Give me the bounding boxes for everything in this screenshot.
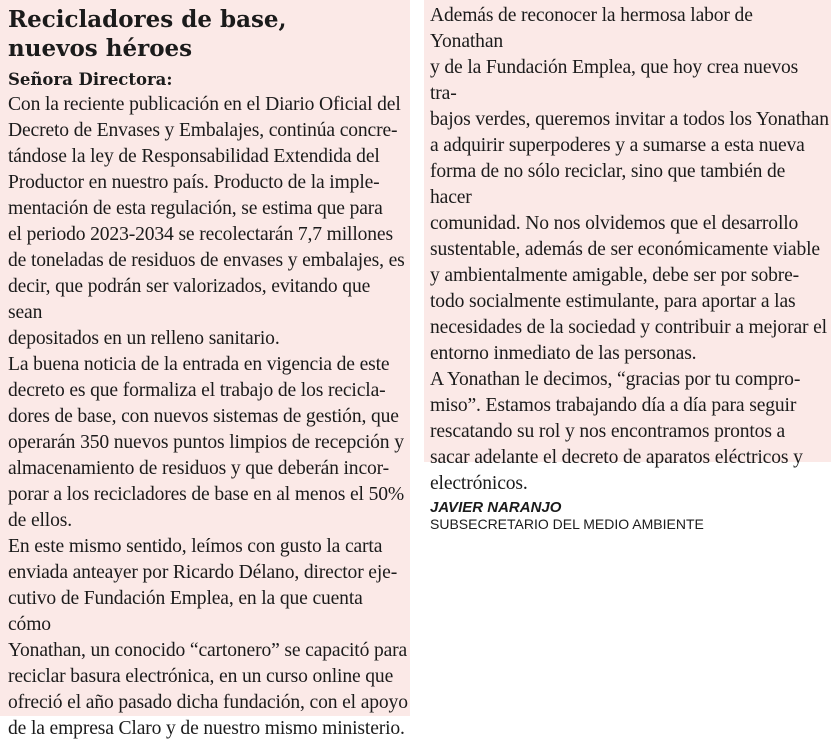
letter-headline: Recicladores de base, nuevos héroes	[8, 6, 287, 62]
signature-title: SUBSECRETARIO DEL MEDIO AMBIENTE	[430, 516, 704, 532]
letter-salutation: Señora Directora:	[8, 70, 173, 89]
letter-paragraph-2: La buena noticia de la entrada en vigencia de este decreto es que formaliza el trabajo de los recicla- dores de base, con nuevos sistemas de gestión, que operarán 350 nuevos puntos limpios de recepción y almacenamiento de residuos y que deberán incor- porar a los recicladores de base en al menos el 50% de ellos.	[8, 354, 405, 531]
letter-column-right	[424, 0, 831, 532]
letter-paragraph-4: Además de reconocer la hermosa labor de Yonathan y de la Fundación Emplea, que hoy crea nuevos tra- bajos verdes, queremos invitar a todos los Yonathan a adquirir superpoderes y a sumarse a esta nueva forma de no sólo reciclar, sino que también de hacer comunidad. No nos olvidemos que el desarrollo sustentable, además de ser económicamente viable y ambientalmente amigable, debe ser por sobre- todo socialmente estimulante, para aportar a las necesidades de la sociedad y contribuir a mejorar el entorno inmediato de las personas.	[430, 5, 829, 364]
letter-paragraph-5: A Yonathan le decimos, “gracias por tu compro- miso”. Estamos trabajando día a día para seguir rescatando su rol y nos encontramos prontos a sacar adelante el decreto de aparatos eléctricos y electrónicos.	[430, 369, 803, 494]
letter-column-left	[0, 0, 410, 739]
signature-name: JAVIER NARANJO	[430, 499, 562, 516]
letter-paragraph-3: En este mismo sentido, leímos con gusto la carta enviada anteayer por Ricardo Délano, director eje- cutivo de Fundación Emplea, en la que cuenta cómo Yonathan, un conocido “cartonero” se capacitó para reciclar basura electrónica, en un curso online que ofreció el año pasado dicha fundación, con el apoyo de la empresa Claro y de nuestro mismo ministerio.	[8, 536, 408, 739]
letter-paragraph-1: Con la reciente publicación en el Diario Oficial del Decreto de Envases y Embalajes, continúa concre- tándose la ley de Responsabilidad Extendida del Productor en nuestro país. Producto de la imple- mentación de esta regulación, se estima que para el periodo 2023-2034 se recolectarán 7,7 millones de toneladas de residuos de envases y embalajes, es decir, que podrán ser valorizados, evitando que sean depositados en un relleno sanitario.	[8, 94, 405, 349]
